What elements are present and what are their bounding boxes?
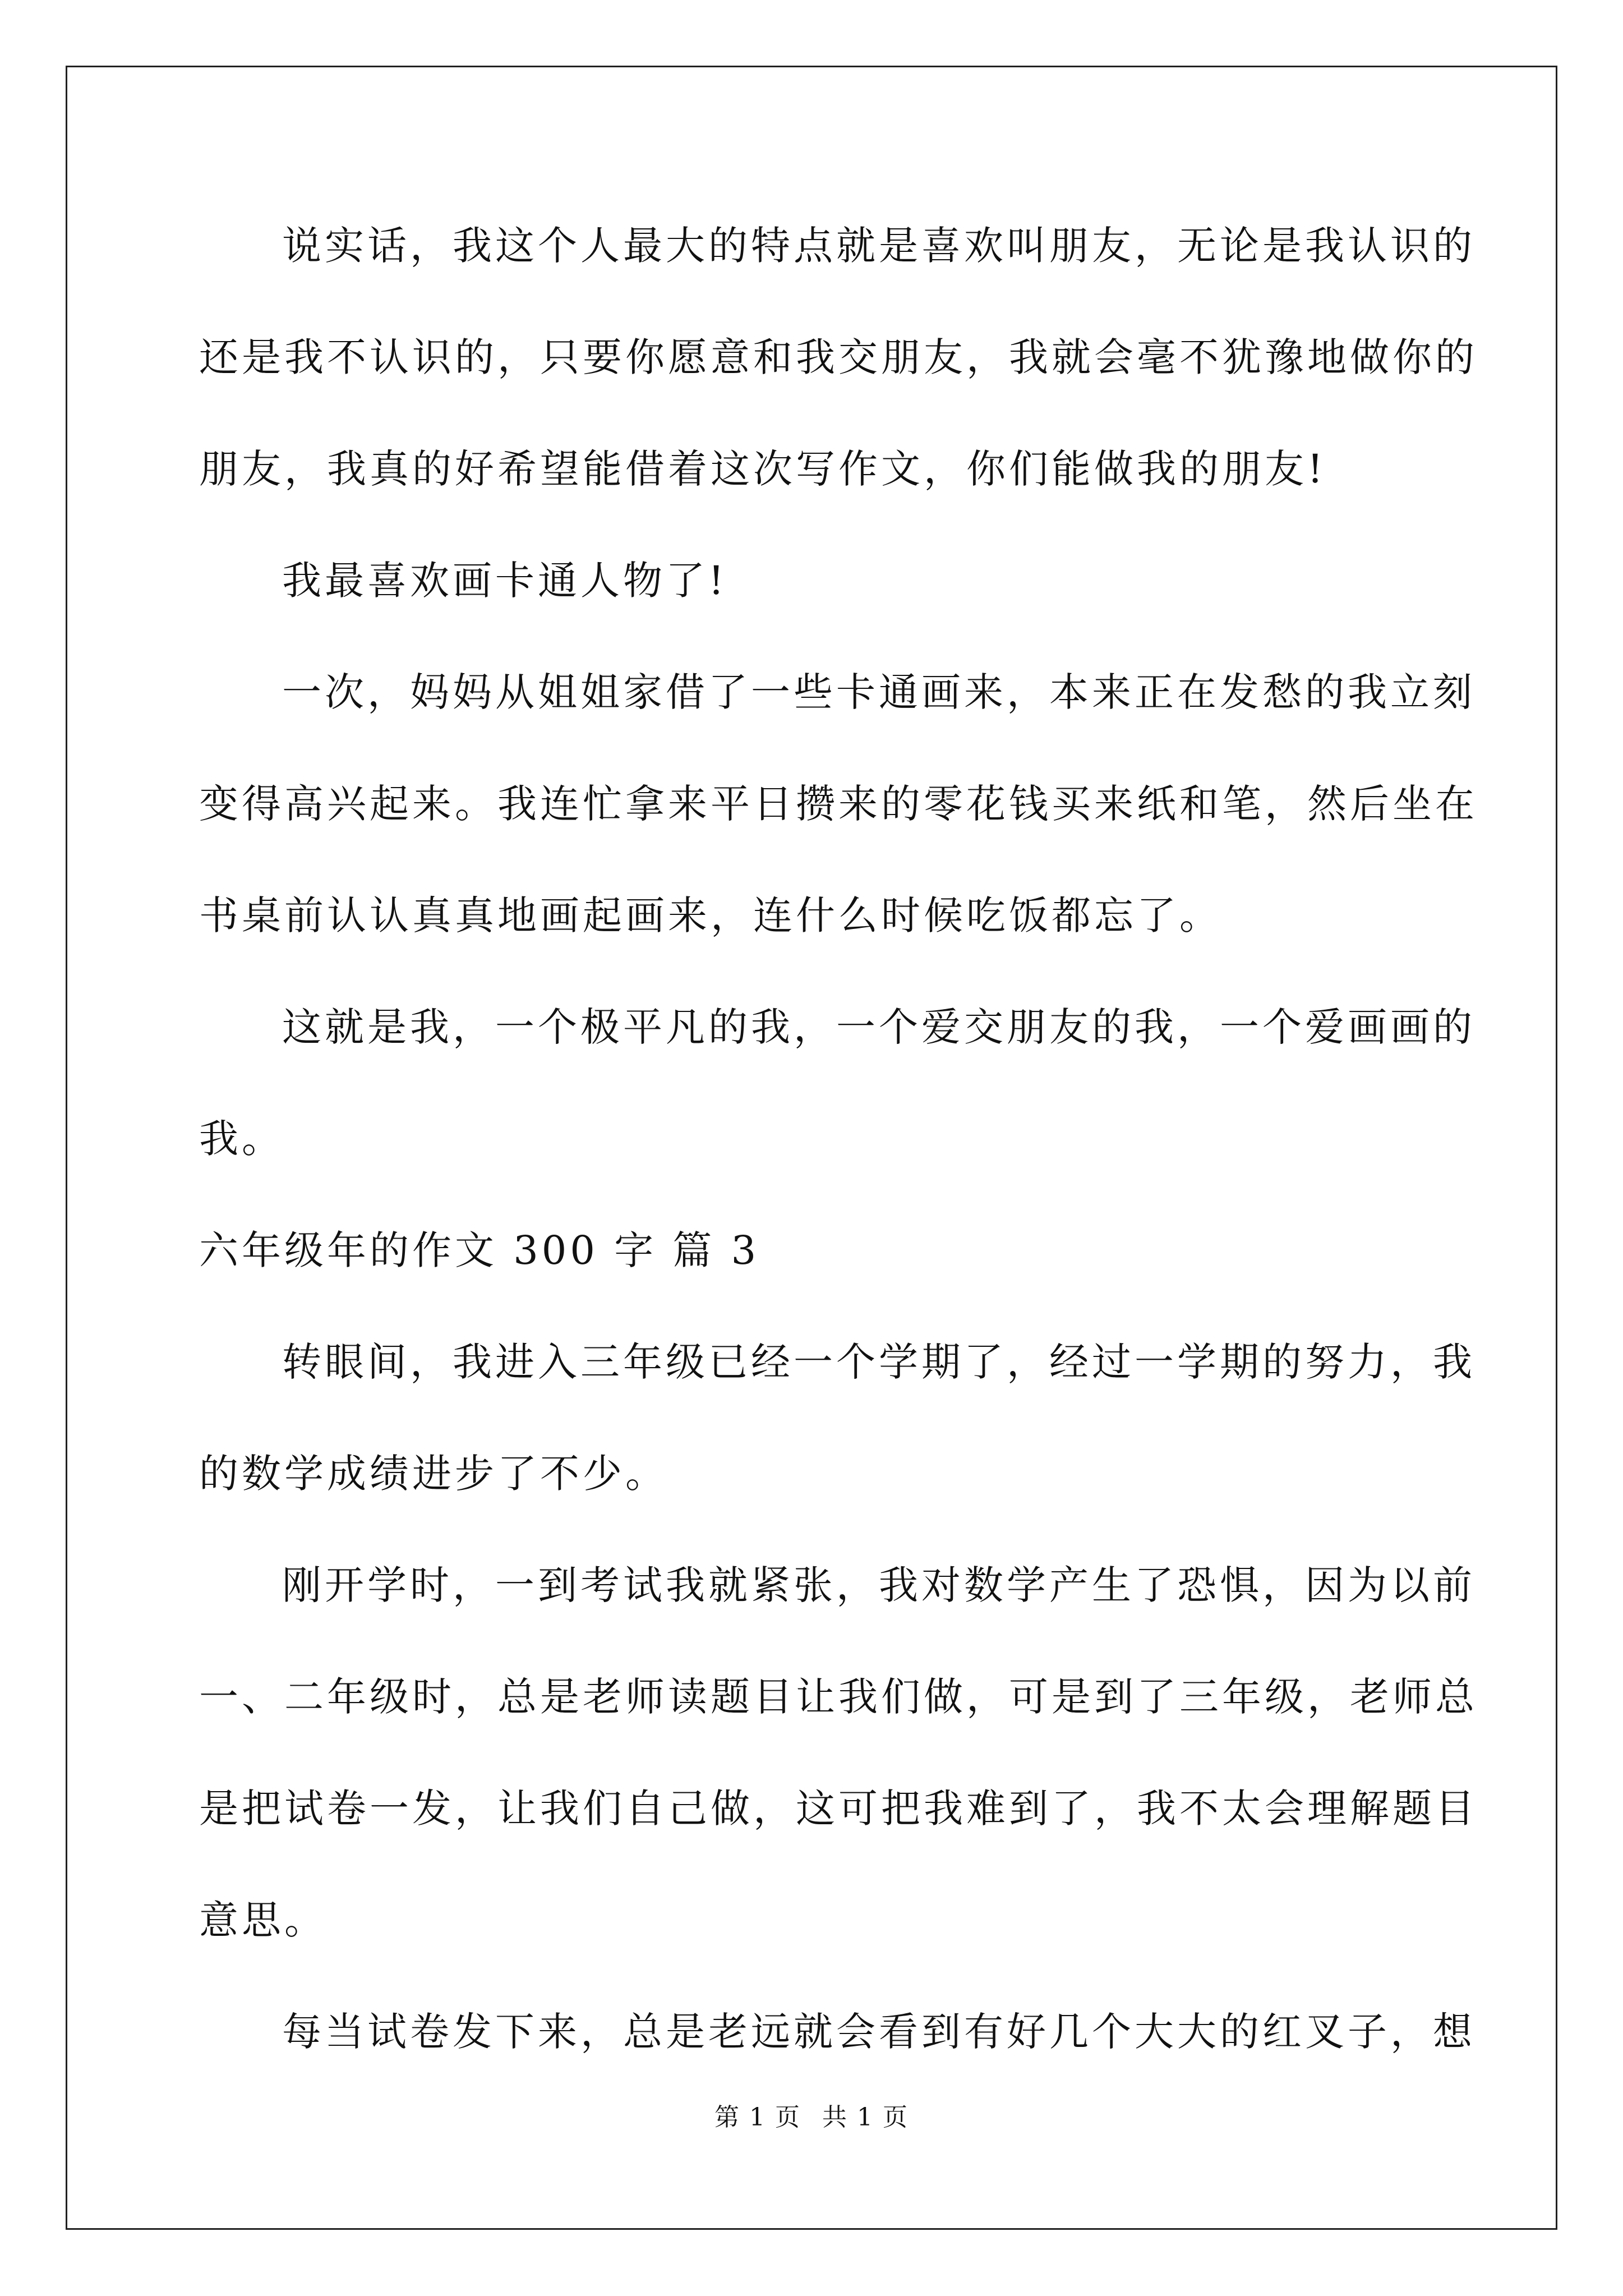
text-line: 一、二年级时，总是老师读题目让我们做，可是到了三年级，老师总 xyxy=(199,1674,1478,1720)
text-line: 转眼间，我进入三年级已经一个学期了，经过一学期的努力，我 xyxy=(282,1339,1476,1385)
text-line: 是把试卷一发，让我们自己做，这可把我难到了，我不太会理解题目 xyxy=(199,1786,1478,1832)
document-body xyxy=(199,215,1478,2113)
text-line: 我最喜欢画卡通人物了! xyxy=(282,558,728,604)
text-line: 变得高兴起来。我连忙拿来平日攒来的零花钱买来纸和笔，然后坐在 xyxy=(199,781,1478,827)
section-heading: 六年级年的作文 300 字 篇 3 xyxy=(199,1227,760,1273)
text-line: 还是我不认识的，只要你愿意和我交朋友，我就会毫不犹豫地做你的 xyxy=(199,334,1478,380)
page-number: 第 1 页 xyxy=(714,2103,801,2132)
text-line: 朋友，我真的好希望能借着这次写作文，你们能做我的朋友! xyxy=(199,446,1327,492)
text-line: 的数学成绩进步了不少。 xyxy=(199,1451,668,1497)
text-line: 说实话，我这个人最大的特点就是喜欢叫朋友，无论是我认识的 xyxy=(282,223,1476,269)
page-footer xyxy=(0,2097,1623,2133)
text-line: 意思。 xyxy=(199,1897,327,1943)
text-line: 我。 xyxy=(199,1116,284,1162)
page-total: 共 1 页 xyxy=(822,2103,909,2132)
text-line: 一次，妈妈从姐姐家借了一些卡通画来，本来正在发愁的我立刻 xyxy=(282,669,1476,715)
text-line: 每当试卷发下来，总是老远就会看到有好几个大大的红叉子，想 xyxy=(282,2009,1476,2055)
text-line: 这就是我，一个极平凡的我，一个爱交朋友的我，一个爱画画的 xyxy=(282,1004,1476,1050)
text-line: 书桌前认认真真地画起画来，连什么时候吃饭都忘了。 xyxy=(199,892,1222,938)
text-line: 刚开学时，一到考试我就紧张，我对数学产生了恐惧，因为以前 xyxy=(282,1562,1476,1608)
